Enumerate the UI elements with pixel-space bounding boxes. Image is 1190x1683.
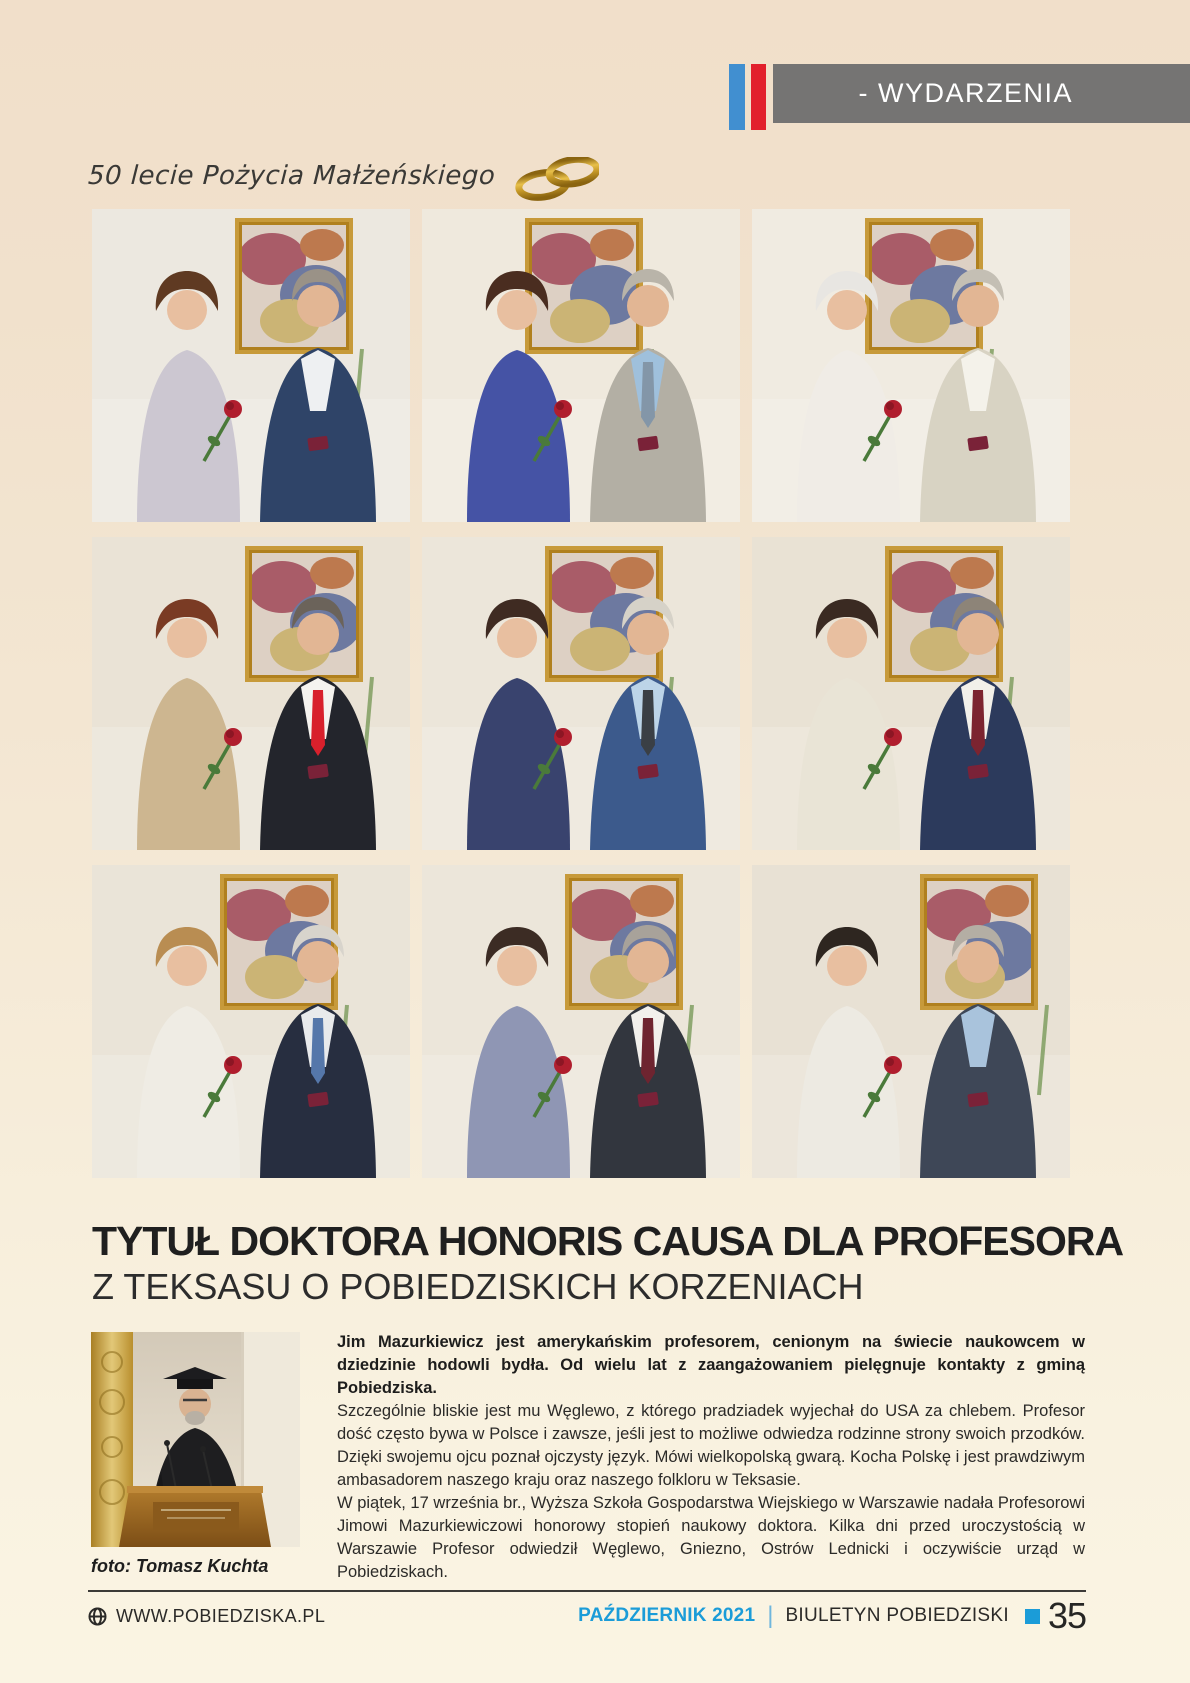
article-paragraph: Szczególnie bliskie jest mu Węglewo, z którego pradziadek wyjechał do USA za chlebem. Profesor dość często bywa w Polsce i zawsze, jeśli jest to możliwe odwiedza rodzinne strony swoich przodków. Dzięki swojemu ojcu poznał ojczysty język. Mówi wielkopolską gwarą. Kocha Polskę i jest prawdziwym ambasadorem naszego kraju oraz naszego folkloru w Teksasie.	[337, 1402, 1085, 1489]
footer-issue-date: PAŹDZIERNIK 2021	[578, 1605, 756, 1626]
page-number-marker	[1025, 1609, 1040, 1624]
wedding-rings-icon	[515, 157, 599, 201]
article-paragraph: Jim Mazurkiewicz jest amerykańskim profesorem, cenionym na świecie naukowcem w dziedzinie hodowli bydła. Od wielu lat z zaangażowaniem pielęgnuje kontakty z gminą Pobiedziska.	[337, 1333, 1085, 1397]
professor-photo	[91, 1332, 300, 1547]
accent-stripe-blue	[729, 64, 745, 130]
anniversary-photo	[752, 865, 1070, 1178]
article-headline-line1: TYTUŁ DOKTORA HONORIS CAUSA DLA PROFESORA	[92, 1218, 1124, 1264]
anniversary-photo	[422, 209, 740, 522]
article-paragraph: W piątek, 17 września br., Wyższa Szkoła Gospodarstwa Wiejskiego w Warszawie nadała Profesorowi Jimowi Mazurkiewiczowi honorowy stopień naukowy doktora. Kilka dni przed uroczystością w Warszawie Profesor odwiedził Węglewo, Gniezno, Ostrów Lednicki i oczywiście urząd w Pobiedziskach.	[337, 1494, 1085, 1581]
footer-website-url: WWW.POBIEDZISKA.PL	[116, 1605, 326, 1626]
footer-publication-info	[578, 1595, 1086, 1637]
globe-icon	[88, 1607, 107, 1626]
anniversary-title: 50 lecie Pożycia Małżeńskiego	[87, 161, 497, 191]
article-headline-line2: Z TEKSASU O POBIEDZISKICH KORZENIACH	[92, 1266, 864, 1307]
accent-stripe-red	[751, 64, 766, 130]
article-headline	[92, 1218, 1124, 1308]
anniversary-photo	[752, 537, 1070, 850]
footer	[88, 1596, 1086, 1636]
photo-caption: foto: Tomasz Kuchta	[91, 1556, 269, 1576]
anniversary-photo	[92, 537, 410, 850]
section-header-bar	[773, 64, 1190, 123]
anniversary-photo	[752, 209, 1070, 522]
anniversary-photo	[92, 209, 410, 522]
anniversary-title-banner	[88, 148, 599, 204]
article-body	[337, 1331, 1085, 1584]
anniversary-photo	[92, 865, 410, 1178]
anniversary-photo	[422, 865, 740, 1178]
footer-website	[88, 1606, 325, 1627]
footer-divider	[88, 1590, 1086, 1592]
anniversary-photo-grid	[92, 209, 1070, 1178]
page-number: 35	[1047, 1595, 1086, 1636]
footer-publication-name: BIULETYN POBIEDZISKI	[785, 1605, 1009, 1626]
footer-separator: |	[767, 1602, 774, 1629]
section-header-label: - WYDARZENIA	[858, 78, 1073, 108]
anniversary-photo	[422, 537, 740, 850]
